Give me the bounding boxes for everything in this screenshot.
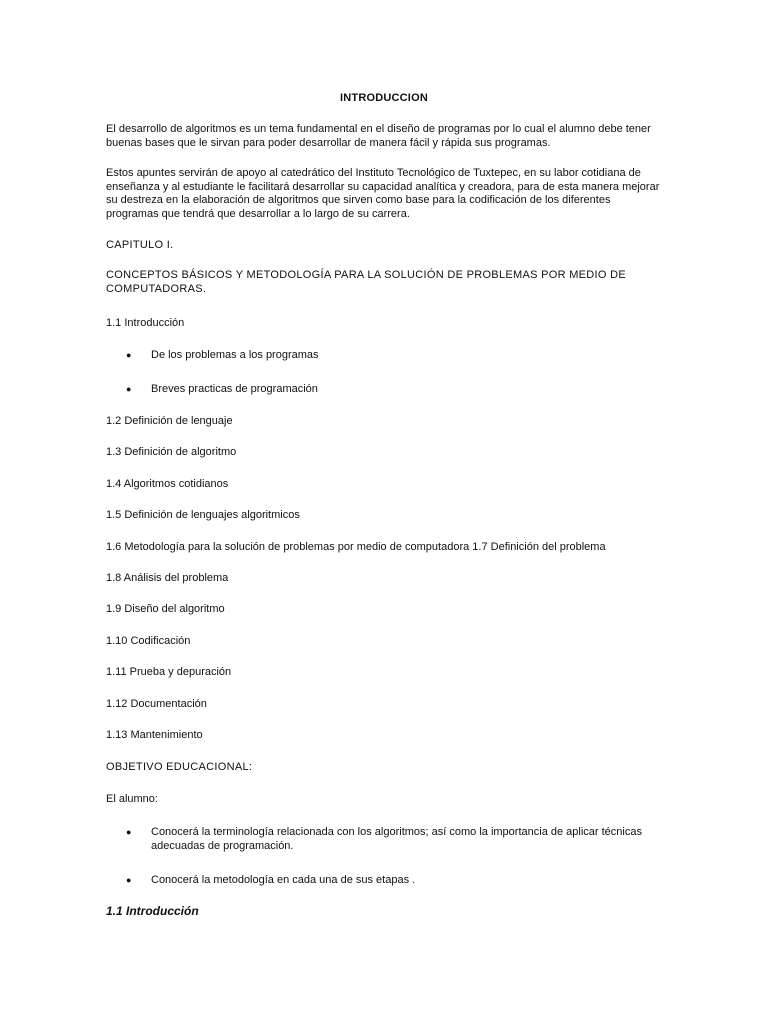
list-item [126,826,661,853]
list-item-text: Conocerá la terminología relacionada con los algoritmos; así como la importancia de aplicar técnicas adecuadas de programación. [151,826,642,852]
toc-item: 1.10 Codificación [106,635,191,647]
list-item [126,383,661,397]
toc-item: 1.12 Documentación [106,698,207,710]
intro-paragraph-1: El desarrollo de algoritmos es un tema fundamental en el diseño de programas por lo cual el alumno debe tener buenas bases que le sirvan para poder desarrollar de manera fácil y rápida sus programas. [106,123,651,149]
list-item-text: De los problemas a los programas [151,349,319,361]
toc-item: 1.9 Diseño del algoritmo [106,603,225,615]
bullet-icon: ● [126,875,132,885]
toc-item: 1.2 Definición de lenguaje [106,415,233,427]
toc-item: 1.5 Definición de lenguajes algoritmicos [106,509,300,521]
list-item-text: Breves practicas de programación [151,383,318,395]
list-item [126,874,661,888]
chapter-title: CONCEPTOS BÁSICOS Y METODOLOGÍA PARA LA SOLUCIÓN DE PROBLEMAS POR MEDIO DE COMPUTADORAS. [106,269,626,295]
toc-item: 1.13 Mantenimiento [106,729,203,741]
section-heading: 1.1 Introducción [106,904,199,918]
toc-item: 1.4 Algoritmos cotidianos [106,478,229,490]
toc-item: 1.3 Definición de algoritmo [106,446,237,458]
bullet-icon: ● [126,827,132,837]
intro-paragraph-2: Estos apuntes servirán de apoyo al catedrático del Instituto Tecnológico de Tuxtepec, en su labor cotidiana de enseñanza y al estudiante le facilitará desarrollar su capacidad analítica y creadora, para de esta manera mejorar su destreza en la elaboración de algoritmos que sirven como base para la codificación de los diferentes programas que tendrá que desarrollar a lo largo de su carrera. [106,167,660,220]
page-title: INTRODUCCION [340,92,428,104]
toc-item: 1.8 Análisis del problema [106,572,229,584]
objective-heading: OBJETIVO EDUCACIONAL: [106,761,253,773]
chapter-label: CAPITULO I. [106,239,174,251]
bullet-icon: ● [126,384,132,394]
toc-item: 1.1 Introducción [106,317,185,329]
list-item [126,349,661,363]
toc-item: 1.11 Prueba y depuración [106,666,232,678]
toc-item: 1.6 Metodología para la solución de problemas por medio de computadora 1.7 Definición del problema [106,541,606,553]
list-item-text: Conocerá la metodología en cada una de sus etapas . [151,874,416,886]
objective-lead: El alumno: [106,793,158,805]
bullet-icon: ● [126,350,132,360]
